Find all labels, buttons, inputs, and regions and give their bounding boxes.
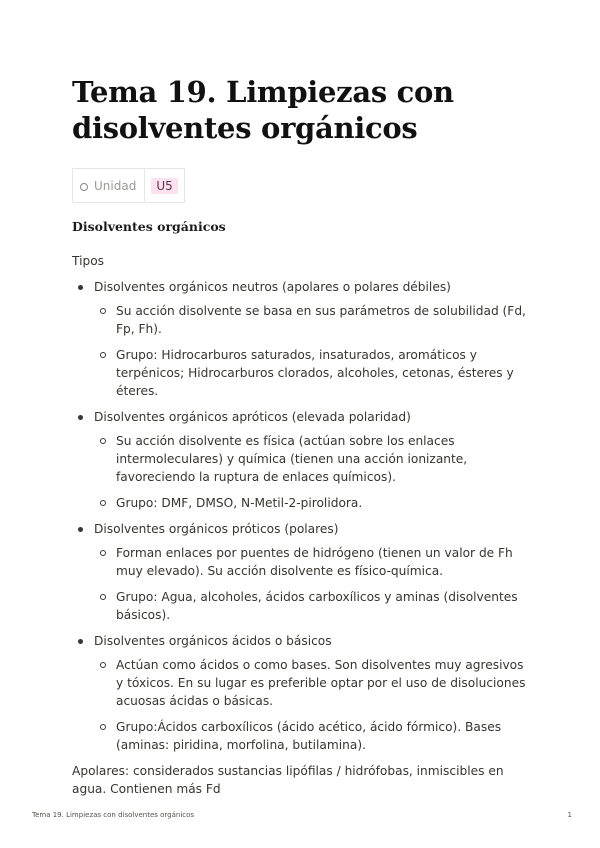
final-paragraph: Apolares: considerados sustancias lipófilas / hidrófobas, inmiscibles en agua. Contienen más Fd [72,764,504,796]
page-title: Tema 19. Limpiezas con disolventes orgánicos [72,75,454,145]
sub-list-item: Su acción disolvente es física (actúan sobre los enlaces intermoleculares) y química (tienen una acción ionizante, favoreciendo la ruptura de enlaces químicos). [94,432,532,486]
sub-list-item: Grupo:Ácidos carboxílicos (ácido acético, ácido fórmico). Bases (aminas: piridina, morfolina, butilamina). [94,718,532,754]
circle-target-icon [80,183,88,191]
page-content [72,214,532,798]
sub-list-item: Grupo: Hidrocarburos saturados, insaturados, aromáticos y terpénicos; Hidrocarburos clorados, alcoholes, cetonas, ésteres y éteres. [94,346,532,400]
sub-list-item: Grupo: DMF, DMSO, N-Metil-2-pirolidora. [94,494,532,512]
sub-list-item: Forman enlaces por puentes de hidrógeno (tienen un valor de Fh muy elevado). Su acción disolvente es físico-química. [94,544,532,580]
sub-list [94,432,532,512]
section-heading: Disolventes orgánicos [72,219,226,234]
list-item [72,408,532,512]
types-label: Tipos [72,254,104,268]
sub-list-item: Su acción disolvente se basa en sus parámetros de solubilidad (Fd, Fp, Fh). [94,302,532,338]
sub-list [94,656,532,754]
group-label: Disolventes orgánicos apróticos (elevada polaridad) [94,410,411,424]
solvent-types-list [72,278,532,754]
sub-list [94,302,532,400]
list-item [72,520,532,624]
sub-list-item: Grupo: Agua, alcoholes, ácidos carboxílicos y aminas (disolventes básicos). [94,588,532,624]
list-item [72,632,532,754]
page-number: 1 [567,811,572,819]
group-label: Disolventes orgánicos ácidos o básicos [94,634,332,648]
property-label: Unidad [94,178,137,193]
group-label: Disolventes orgánicos próticos (polares) [94,522,339,536]
property-name [73,169,145,202]
property-value [145,169,183,202]
footer-title: Tema 19. Limpiezas con disolventes orgánicos [32,811,195,819]
page-footer [32,811,572,819]
group-label: Disolventes orgánicos neutros (apolares o polares débiles) [94,280,451,294]
sub-list-item: Actúan como ácidos o como bases. Son disolventes muy agresivos y tóxicos. En su lugar es preferible optar por el uso de disoluciones acuosas ácidas o básicas. [94,656,532,710]
property-row [72,168,185,203]
unit-tag: U5 [151,178,177,194]
list-item [72,278,532,400]
sub-list [94,544,532,624]
